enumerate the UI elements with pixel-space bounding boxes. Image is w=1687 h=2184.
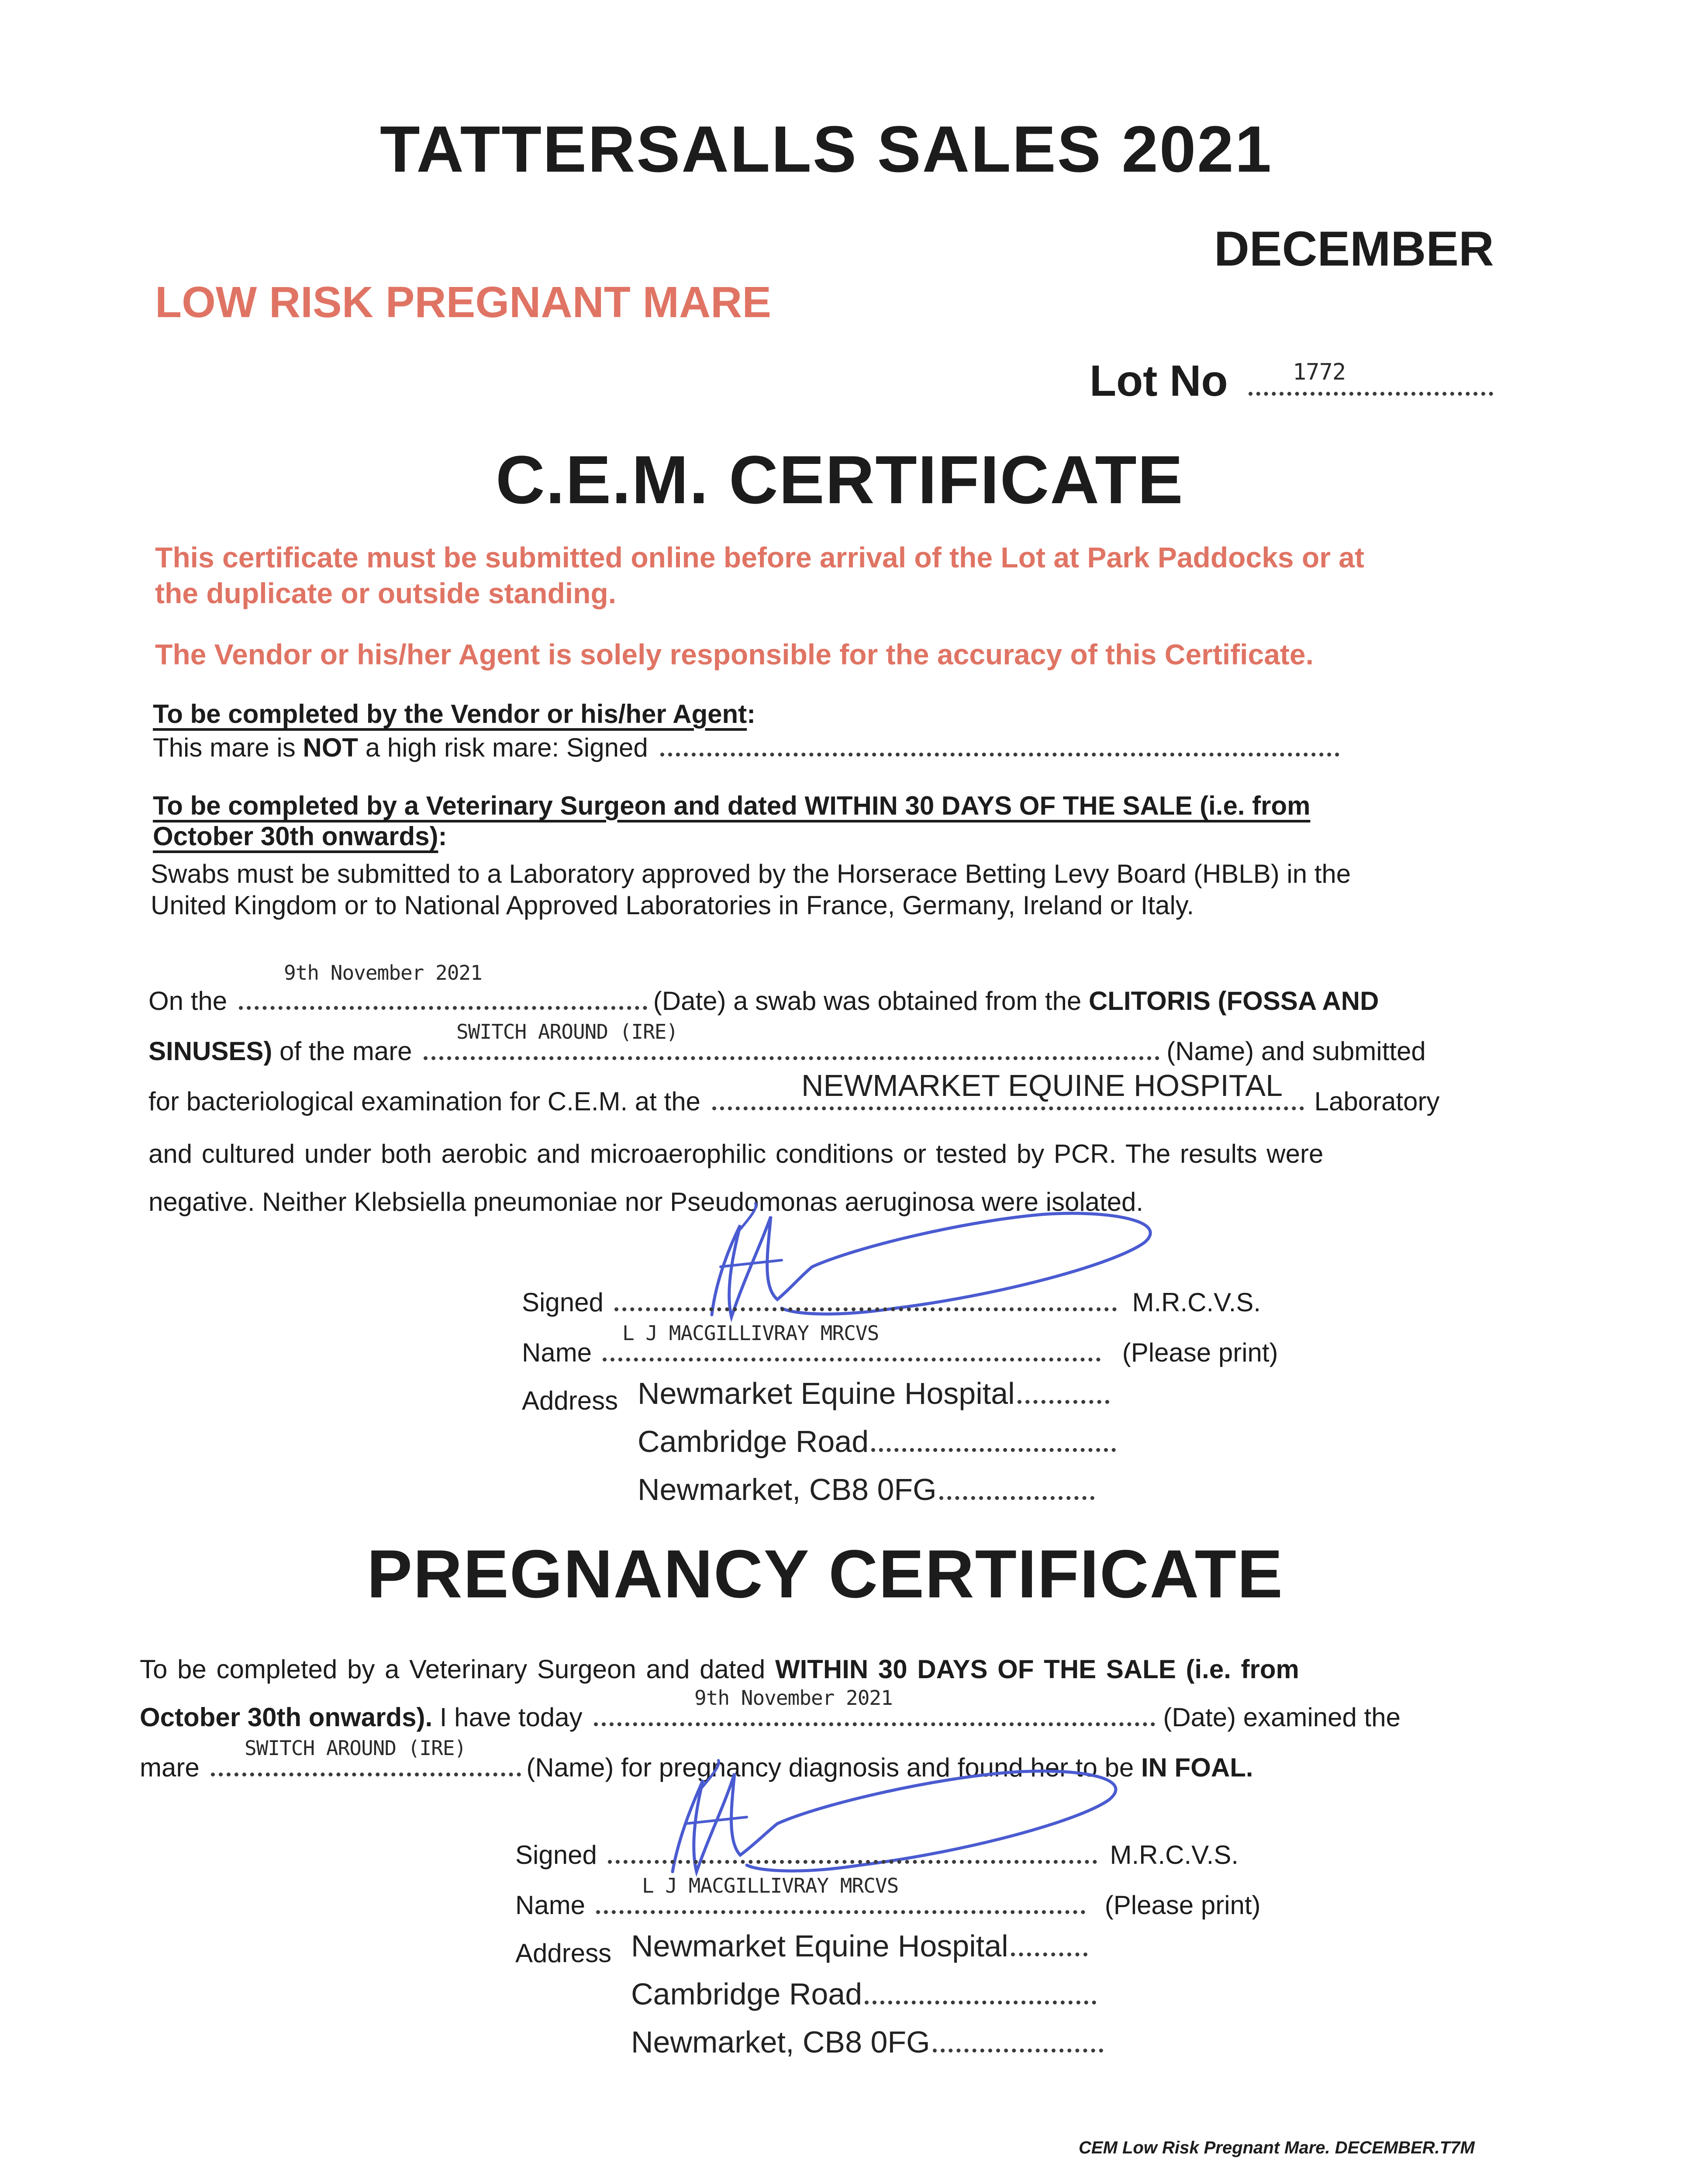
cem-signed-label: Signed — [522, 1288, 604, 1317]
bacteriological-text: for bacteriological examination for C.E.M. at the — [148, 1087, 700, 1116]
cem-name-label: Name — [522, 1338, 592, 1367]
pregnancy-address-line2-text: Cambridge Road — [631, 1977, 862, 2011]
on-the-label: On the — [148, 986, 228, 1016]
pregnancy-signed-field[interactable] — [608, 1860, 1097, 1864]
swab-date-field[interactable] — [239, 1006, 647, 1010]
pregnancy-line2 — [140, 1701, 1401, 1733]
pregnancy-address-line3 — [631, 2025, 1103, 2060]
cem-address-label: Address — [522, 1386, 618, 1415]
pregnancy-date-value: 9th November 2021 — [694, 1686, 893, 1710]
pregnancy-line1 — [140, 1653, 1299, 1685]
pregnancy-name-label: Name — [515, 1890, 586, 1920]
cem-address-line3 — [638, 1472, 1094, 1507]
pregnancy-mare-name-field[interactable] — [211, 1773, 521, 1776]
laboratory-suffix: Laboratory — [1314, 1087, 1440, 1116]
pregnancy-line1-text: To be completed by a Veterinary Surgeon and dated — [140, 1655, 775, 1684]
swab-date-line — [148, 985, 1379, 1017]
cem-address-line3-text: Newmarket, CB8 0FG — [638, 1472, 937, 1507]
pregnancy-address-line1 — [631, 1928, 1087, 1963]
mare-name-line — [148, 1035, 1426, 1067]
cem-please-print: (Please print) — [1122, 1338, 1278, 1367]
in-foal-text: IN FOAL. — [1141, 1753, 1253, 1782]
swab-date-value: 9th November 2021 — [284, 961, 482, 985]
cem-signed-field[interactable] — [614, 1307, 1117, 1311]
swab-line2: United Kingdom or to National Approved Laboratories in France, Germany, Ireland or Italy. — [151, 891, 1194, 920]
footer-reference: CEM Low Risk Pregnant Mare. DECEMBER.T7M — [1079, 2138, 1475, 2157]
vendor-heading-text: To be completed by the Vendor or his/her Agent — [153, 699, 747, 729]
laboratory-field[interactable] — [712, 1106, 1304, 1110]
vendor-declaration-text-a: This mare is — [153, 733, 303, 762]
pregnancy-address-line2 — [631, 1977, 1096, 2011]
pregnancy-mrcvs-label: M.R.C.V.S. — [1110, 1840, 1239, 1870]
cem-signed-row — [522, 1286, 1261, 1318]
vendor-signature-field[interactable] — [660, 753, 1339, 757]
swab-line1: Swabs must be submitted to a Laboratory approved by the Horserace Betting Levy Board (HBLB) in the — [151, 859, 1351, 888]
vendor-section-heading: To be completed by the Vendor or his/her Agent: — [153, 699, 756, 729]
cem-name-field[interactable] — [603, 1358, 1101, 1362]
vet-section-heading: To be completed by a Veterinary Surgeon and dated WITHIN 30 DAYS OF THE SALE (i.e. from October 30th onwards): — [153, 791, 1311, 851]
mare-category: LOW RISK PREGNANT MARE — [155, 278, 772, 327]
sinuses-text: SINUSES) — [148, 1037, 273, 1066]
cem-address-line1-text: Newmarket Equine Hospital — [638, 1376, 1015, 1410]
laboratory-line — [148, 1085, 1439, 1117]
pregnancy-signed-row — [515, 1839, 1239, 1871]
laboratory-name-value: NEWMARKET EQUINE HOSPITAL — [801, 1068, 1283, 1102]
pregnancy-address-line3-text: Newmarket, CB8 0FG — [631, 2025, 930, 2059]
submission-notice-line1: This certificate must be submitted online before arrival of the Lot at Park Paddocks or at — [155, 541, 1364, 574]
vendor-declaration — [153, 732, 1339, 764]
pregnancy-please-print: (Please print) — [1104, 1890, 1261, 1920]
cem-name-row — [522, 1337, 1278, 1368]
vet-heading-line2: October 30th onwards) — [153, 822, 438, 851]
pregnancy-certificate-heading: PREGNANCY CERTIFICATE — [367, 1536, 1284, 1612]
swab-requirements — [151, 858, 1351, 921]
cem-address-line2-text: Cambridge Road — [638, 1424, 869, 1458]
october-30th-text: October 30th onwards). — [140, 1703, 433, 1732]
submission-notice — [155, 539, 1364, 611]
pregnancy-name-field[interactable] — [596, 1910, 1085, 1914]
pregnancy-mare-name-value: SWITCH AROUND (IRE) — [245, 1736, 466, 1760]
lot-number-value: 1772 — [1293, 359, 1346, 385]
of-the-mare-text: of the mare — [272, 1037, 412, 1066]
name-suffix-text: (Name) and submitted — [1166, 1037, 1426, 1066]
sale-month: DECEMBER — [1214, 221, 1494, 276]
i-have-today-text: I have today — [432, 1703, 583, 1732]
lot-label: Lot No — [1090, 356, 1228, 405]
document-title: TATTERSALLS SALES 2021 — [380, 112, 1273, 186]
cem-mrcvs-label: M.R.C.V.S. — [1132, 1288, 1261, 1317]
within-30-days-text: WITHIN 30 DAYS OF THE SALE (i.e. from — [775, 1655, 1299, 1684]
submission-notice-line2: the duplicate or outside standing. — [155, 577, 617, 609]
cem-mare-name-value: SWITCH AROUND (IRE) — [456, 1020, 678, 1044]
mare-label: mare — [140, 1753, 200, 1782]
pregnancy-signed-label: Signed — [515, 1840, 597, 1870]
examined-the-text: (Date) examined the — [1163, 1703, 1401, 1732]
lot-number-row — [1090, 356, 1493, 406]
cem-certificate-heading: C.E.M. CERTIFICATE — [496, 442, 1184, 518]
cem-address-line2 — [638, 1424, 1116, 1459]
pregnancy-vet-name-value: L J MACGILLIVRAY MRCVS — [642, 1874, 899, 1897]
vet-heading-line1: To be completed by a Veterinary Surgeon and dated WITHIN 30 DAYS OF THE SALE (i.e. from — [153, 791, 1311, 820]
pregnancy-diagnosis-text: (Name) for pregnancy diagnosis and found her to be — [526, 1753, 1141, 1782]
pregnancy-address-line1-text: Newmarket Equine Hospital — [631, 1929, 1008, 1963]
clitoris-fossa-text: CLITORIS (FOSSA AND — [1088, 986, 1379, 1016]
responsibility-notice: The Vendor or his/her Agent is solely responsible for the accuracy of this Certificate. — [155, 638, 1314, 670]
date-suffix-text: (Date) a swab was obtained from the — [653, 986, 1089, 1016]
pregnancy-address-label: Address — [515, 1939, 612, 1968]
negative-result-line: negative. Neither Klebsiella pneumoniae nor Pseudomonas aeruginosa were isolated. — [148, 1187, 1144, 1216]
cultured-line: and cultured under both aerobic and microaerophilic conditions or tested by PCR. The results were — [148, 1139, 1324, 1168]
cem-address-line1 — [638, 1376, 1109, 1411]
vendor-declaration-text-c: a high risk mare: Signed — [358, 733, 648, 762]
not-emphasis: NOT — [303, 733, 359, 762]
cem-vet-name-value: L J MACGILLIVRAY MRCVS — [622, 1321, 879, 1345]
pregnancy-date-field[interactable] — [594, 1722, 1155, 1726]
cem-mare-name-field[interactable] — [424, 1056, 1159, 1060]
pregnancy-name-row — [515, 1889, 1261, 1921]
